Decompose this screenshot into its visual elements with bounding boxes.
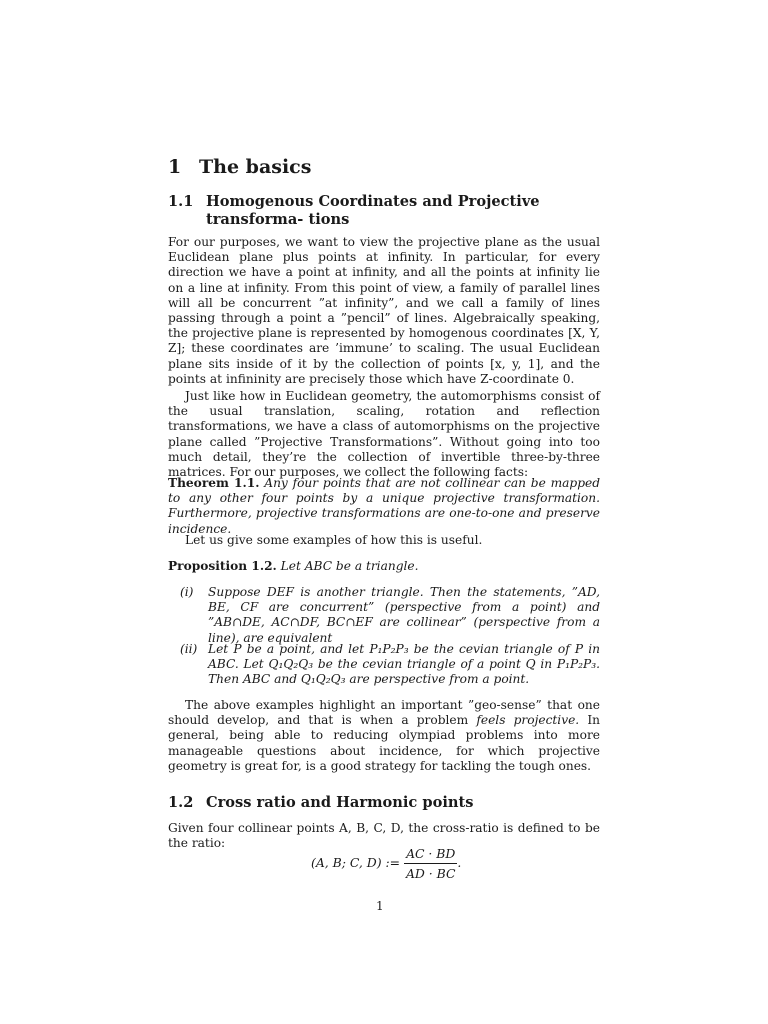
paragraph-4	[168, 698, 600, 774]
item-label: (i)	[180, 585, 194, 599]
paragraph-text: Just like how in Euclidean geometry, the automorphisms consist of the usual translation, scaling, rotation and reflection transformations, we have a class of automorphisms on the projective plane called ”Projective Transformations”. Without going into too much detail, they’re the collection of invertible three-by-three matrices. For our purposes, we collect the following facts:	[168, 389, 600, 480]
subsection-heading-2	[168, 794, 600, 812]
paragraph-text: Given four collinear points A, B, C, D, the cross-ratio is defined to be the ratio:	[168, 821, 600, 851]
item-label: (ii)	[180, 642, 198, 656]
theorem-block	[168, 476, 600, 537]
paragraph-3	[168, 533, 600, 548]
section-heading	[168, 156, 311, 178]
paragraph-1	[168, 235, 600, 387]
formula-end: .	[457, 855, 462, 870]
theorem-text: Any four points that are not collinear can be mapped to any other four points by a unique projective transformation. Furthermore, projective transformations are one-to-one and preserve incidence.	[168, 476, 601, 536]
formula-lhs: (A, B; C, D) :=	[311, 855, 401, 870]
proposition-item-1	[180, 585, 600, 646]
formula-fraction	[404, 846, 457, 881]
proposition-text: Let ABC be a triangle.	[280, 559, 419, 573]
section-number: 1	[168, 156, 182, 178]
item-text: Let P be a point, and let P₁P₂P₃ be the cevian triangle of P in ABC. Let Q₁Q₂Q₃ be the cevian triangle of a point Q in P₁P₂P₃. Then ABC and Q₁Q₂Q₃ are perspective from a point.	[208, 642, 600, 687]
section-title: The basics	[199, 156, 312, 178]
proposition-item-2	[180, 642, 600, 688]
proposition-block	[168, 559, 600, 574]
page-number: 1	[376, 899, 384, 913]
paragraph-2	[168, 389, 600, 480]
item-text: Suppose DEF is another triangle. Then the statements, ”AD, BE, CF are concurrent” (perspective from a point) and ”AB∩DE, AC∩DF, BC∩EF are collinear” (perspective from a line), are equivalent	[208, 585, 600, 645]
paragraph-text-continued: In general, being able to reducing olympiad problems into more manageable questions about incidence, for which projective geometry is great for, is a good strategy for tackling the tough ones.	[168, 713, 601, 773]
cross-ratio-formula	[311, 846, 461, 881]
subsection-heading-1	[168, 193, 600, 229]
formula-denominator: AD · BC	[405, 866, 456, 881]
theorem-label: Theorem 1.1.	[168, 476, 260, 490]
subsection-title: Homogenous Coordinates and Projective transforma- tions	[206, 193, 540, 228]
emphasis-text: feels projective.	[476, 713, 580, 728]
formula-numerator: AC · BD	[404, 846, 457, 864]
subsection-title: Cross ratio and Harmonic points	[206, 794, 474, 811]
subsection-number: 1.2	[168, 794, 194, 811]
paragraph-text: The above examples highlight an important ”geo-sense” that one should develop, and that is when a problem	[168, 698, 600, 728]
proposition-label: Proposition 1.2.	[168, 559, 277, 573]
paragraph-text: Let us give some examples of how this is useful.	[185, 533, 483, 547]
paragraph-text: For our purposes, we want to view the projective plane as the usual Euclidean plane plus points at infinity. In particular, for every direction we have a point at infinity, and all the points at infinity lie on a line at infinity. From this point of view, a family of parallel lines will all be concurrent ”at infinity”, and we call a family of lines passing through a point a ”pencil” of lines. Algebraically speaking, the projective plane is represented by homogenous coordinates [X, Y, Z]; these coordinates are ’immune’ to scaling. The usual Euclidean plane sits inside of it by the collection of points [x, y, 1], and the points at infininity are precisely those which have Z-coordinate 0.	[168, 235, 600, 386]
subsection-number: 1.1	[168, 193, 194, 210]
